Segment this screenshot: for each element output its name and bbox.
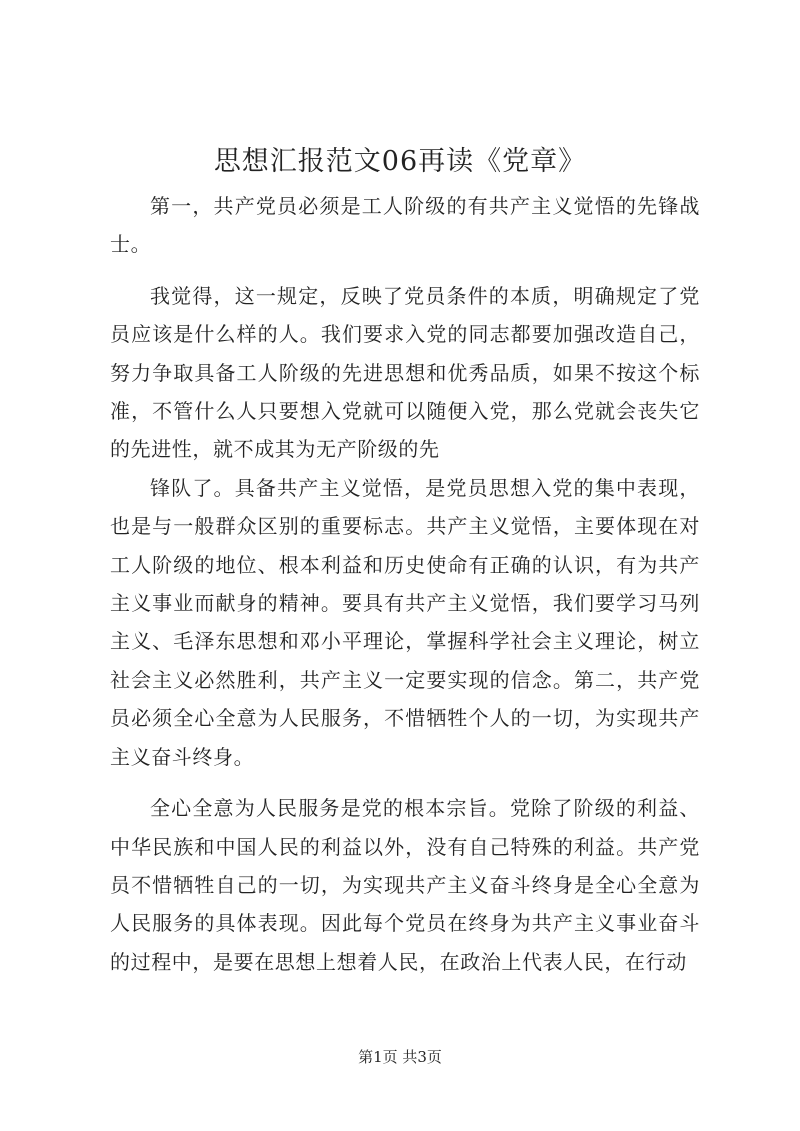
paragraph-2: 我觉得，这一规定，反映了党员条件的本质，明确规定了党员应该是什么样的人。我们要求入党的同志都要加强改造自己，努力争取具备工人阶级的先进思想和优秀品质，如果不按这个标准，不管什么人只要想入党就可以随便入党，那么党就会丧失它的先进性，就不成其为无产阶级的先 [110,283,700,462]
document-title: 思想汇报范文06再读《党章》 [213,146,587,177]
page-footer: 第1页 共3页 [358,1048,442,1066]
paragraph-3: 锋队了。具备共产主义觉悟，是党员思想入党的集中表现，也是与一般群众区别的重要标志。共产主义觉悟，主要体现在对工人阶级的地位、根本利益和历史使命有正确的认识，有为共产主义事业而献身的精神。要具有共产主义觉悟，我们要学习马列主义、毛泽东思想和邓小平理论，掌握科学社会主义理论，树立社会主义必然胜利，共产主义一定要实现的信念。第二，共产党员必须全心全意为人民服务，不惜牺牲个人的一切，为实现共产主义奋斗终身。 [110,475,700,769]
document-body [110,187,700,981]
paragraph-1: 第一，共产党员必须是工人阶级的有共产主义觉悟的先锋战士。 [110,194,700,257]
paragraph-4: 全心全意为人民服务是党的根本宗旨。党除了阶级的利益、中华民族和中国人民的利益以外，没有自己特殊的利益。共产党员不惜牺牲自己的一切，为实现共产主义奋斗终身是全心全意为人民服务的具体表现。因此每个党员在终身为共产主义事业奋斗的过程中，是要在思想上想着人民，在政治上代表人民，在行动 [110,796,700,974]
